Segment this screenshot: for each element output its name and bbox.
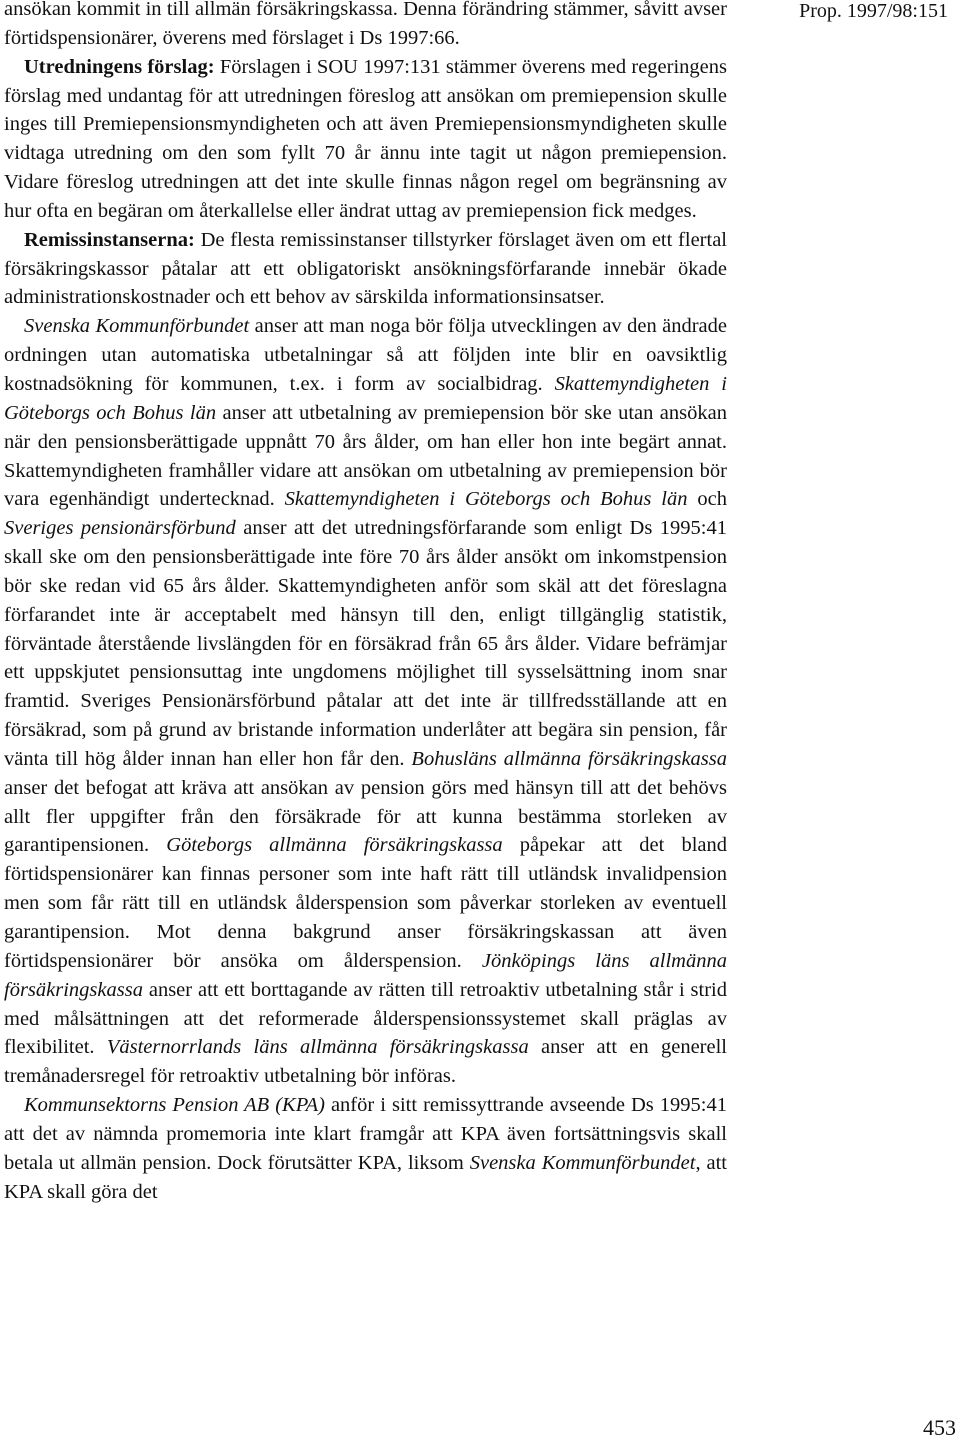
paragraph-remissvar	[4, 312, 727, 1091]
page-number: 453	[923, 1415, 956, 1440]
organisation-name: Bohusläns allmänna försäkringskassa	[411, 747, 727, 770]
paragraph-lead-heading: Remissinstanserna:	[24, 228, 195, 251]
paragraph-kpa	[4, 1091, 727, 1206]
body-text-column	[4, 0, 727, 1206]
paragraph-continuation	[4, 0, 727, 53]
organisation-name: Svenska Kommunförbundet	[24, 315, 250, 338]
paragraph-lead-heading: Utredningens förslag:	[24, 55, 215, 78]
paragraph-text: ansökan kommit in till allmän försäkringskassa. Denna förändring stämmer, såvitt avser förtidspensionärer, överens med förslaget i Ds 1997:66.	[4, 0, 727, 49]
paragraph-text: Förslagen i SOU 1997:131 stämmer överens med regeringens förslag med undantag för att utredningen föreslog att ansökan om premiepension skulle inges till Premiepensionsmyndigheten och att även Premiepensionsmyndigheten skulle vidtaga utredning om den som fyllt 70 år ännu inte tagit ut någon premiepension. Vidare föreslog utredningen att det inte skulle finnas någon regel om begränsning av hur ofta en begäran om återkallelse eller ändrat uttag av premiepension fick medges.	[4, 55, 728, 222]
paragraph-text: anför i sitt remissyttrande avseende Ds 1995:41 att det av nämnda promemoria inte klart framgår att KPA även fortsättningsvis skall betala ut allmän pension. Dock förutsätter KPA, liksom	[4, 1094, 727, 1174]
organisation-name: Göteborgs allmänna försäkringskassa	[166, 834, 503, 857]
paragraph-text: anser att det utredningsförfarande som enligt Ds 1995:41 skall ske om den pensionsberättigade inte före 70 års ålder ansökt om inkomstpension bör ske redan vid 65 års ålder. Skattemyndigheten anför som skäl att det föreslagna förfarandet inte är acceptabelt med hänsyn till den, enligt tillgänglig statistik, förväntade återstående livslängden för en försäkrad från 65 års ålder. Vidare befrämjar ett uppskjutet pensionsuttag inte ungdomens möjlighet till sysselsättning inom snar framtid. Sveriges Pensionärsförbund påtalar att det inte är tillfredsställande att en försäkrad, som på grund av bristande information underlåter att begära sin pension, får vänta till hög ålder innan han eller hon får den.	[4, 517, 727, 770]
organisation-name: Svenska Kommunförbundet	[469, 1151, 696, 1174]
paragraph-text: anser att man noga bör följa utvecklingen av den ändrade ordningen utan automatiska utbetalningar så att följden inte blir en oavsiktlig kostnadsökning för kommunen, t.ex. i form av socialbidrag.	[4, 315, 728, 395]
organisation-name: Skattemyndigheten i Göteborgs och Bohus län	[284, 488, 688, 511]
organisation-name: Jönköpings läns allmänna försäkringskassa	[4, 949, 727, 1001]
organisation-name: Sveriges pensionärsförbund	[4, 517, 236, 540]
paragraph-text: anser att utbetalning av premiepension bör ske utan ansökan när den pensionsberättigade uppnått 70 års ålder, om han eller hon inte begärt annat. Skattemyndigheten framhåller vidare att ansökan om utbetalning av premiepension bör vara egenhändigt undertecknad.	[4, 401, 727, 511]
organisation-name: Västernorrlands läns allmänna försäkringskassa	[106, 1036, 529, 1059]
proposition-reference: Prop. 1997/98:151	[799, 0, 948, 22]
paragraph-text: , att KPA skall göra det	[4, 1151, 727, 1203]
paragraph-text: anser att ett borttagande av rätten till retroaktiv utbetalning står i strid med målsättningen att det reformerade ålderspensionssystemet skall präglas av flexibilitet.	[4, 978, 727, 1059]
paragraph-text: anser att en generell tremånadersregel för retroaktiv utbetalning bör införas.	[4, 1036, 727, 1088]
paragraph-text: och	[687, 488, 727, 511]
paragraph-text: påpekar att det bland förtidspensionärer kan finnas personer som inte haft rätt till utländsk invalidpension men som får rätt till en utländsk ålderspension som påverkar storleken av eventuell garantipension. Mot denna bakgrund anser försäkringskassan att även förtidspensionärer bör ansöka om ålderspension.	[4, 834, 727, 972]
organisation-name: Kommunsektorns Pension AB (KPA)	[24, 1094, 325, 1117]
paragraph-text: De flesta remissinstanser tillstyrker förslaget även om ett flertal försäkringskassor påtalar att ett obligatoriskt ansökningsförfarande innebär ökade administrationskostnader och ett behov av särskilda informationsinsatser.	[4, 228, 727, 309]
paragraph-remissinstanserna	[4, 226, 727, 313]
paragraph-utredningens-forslag	[4, 53, 727, 226]
paragraph-text: anser det befogat att kräva att ansökan av pension görs med hänsyn till att det behövs allt fler uppgifter från den försäkrade för att kunna bestämma storleken av garantipensionen.	[4, 776, 727, 857]
organisation-name: Skattemyndigheten i Göteborgs och Bohus län	[4, 372, 727, 424]
